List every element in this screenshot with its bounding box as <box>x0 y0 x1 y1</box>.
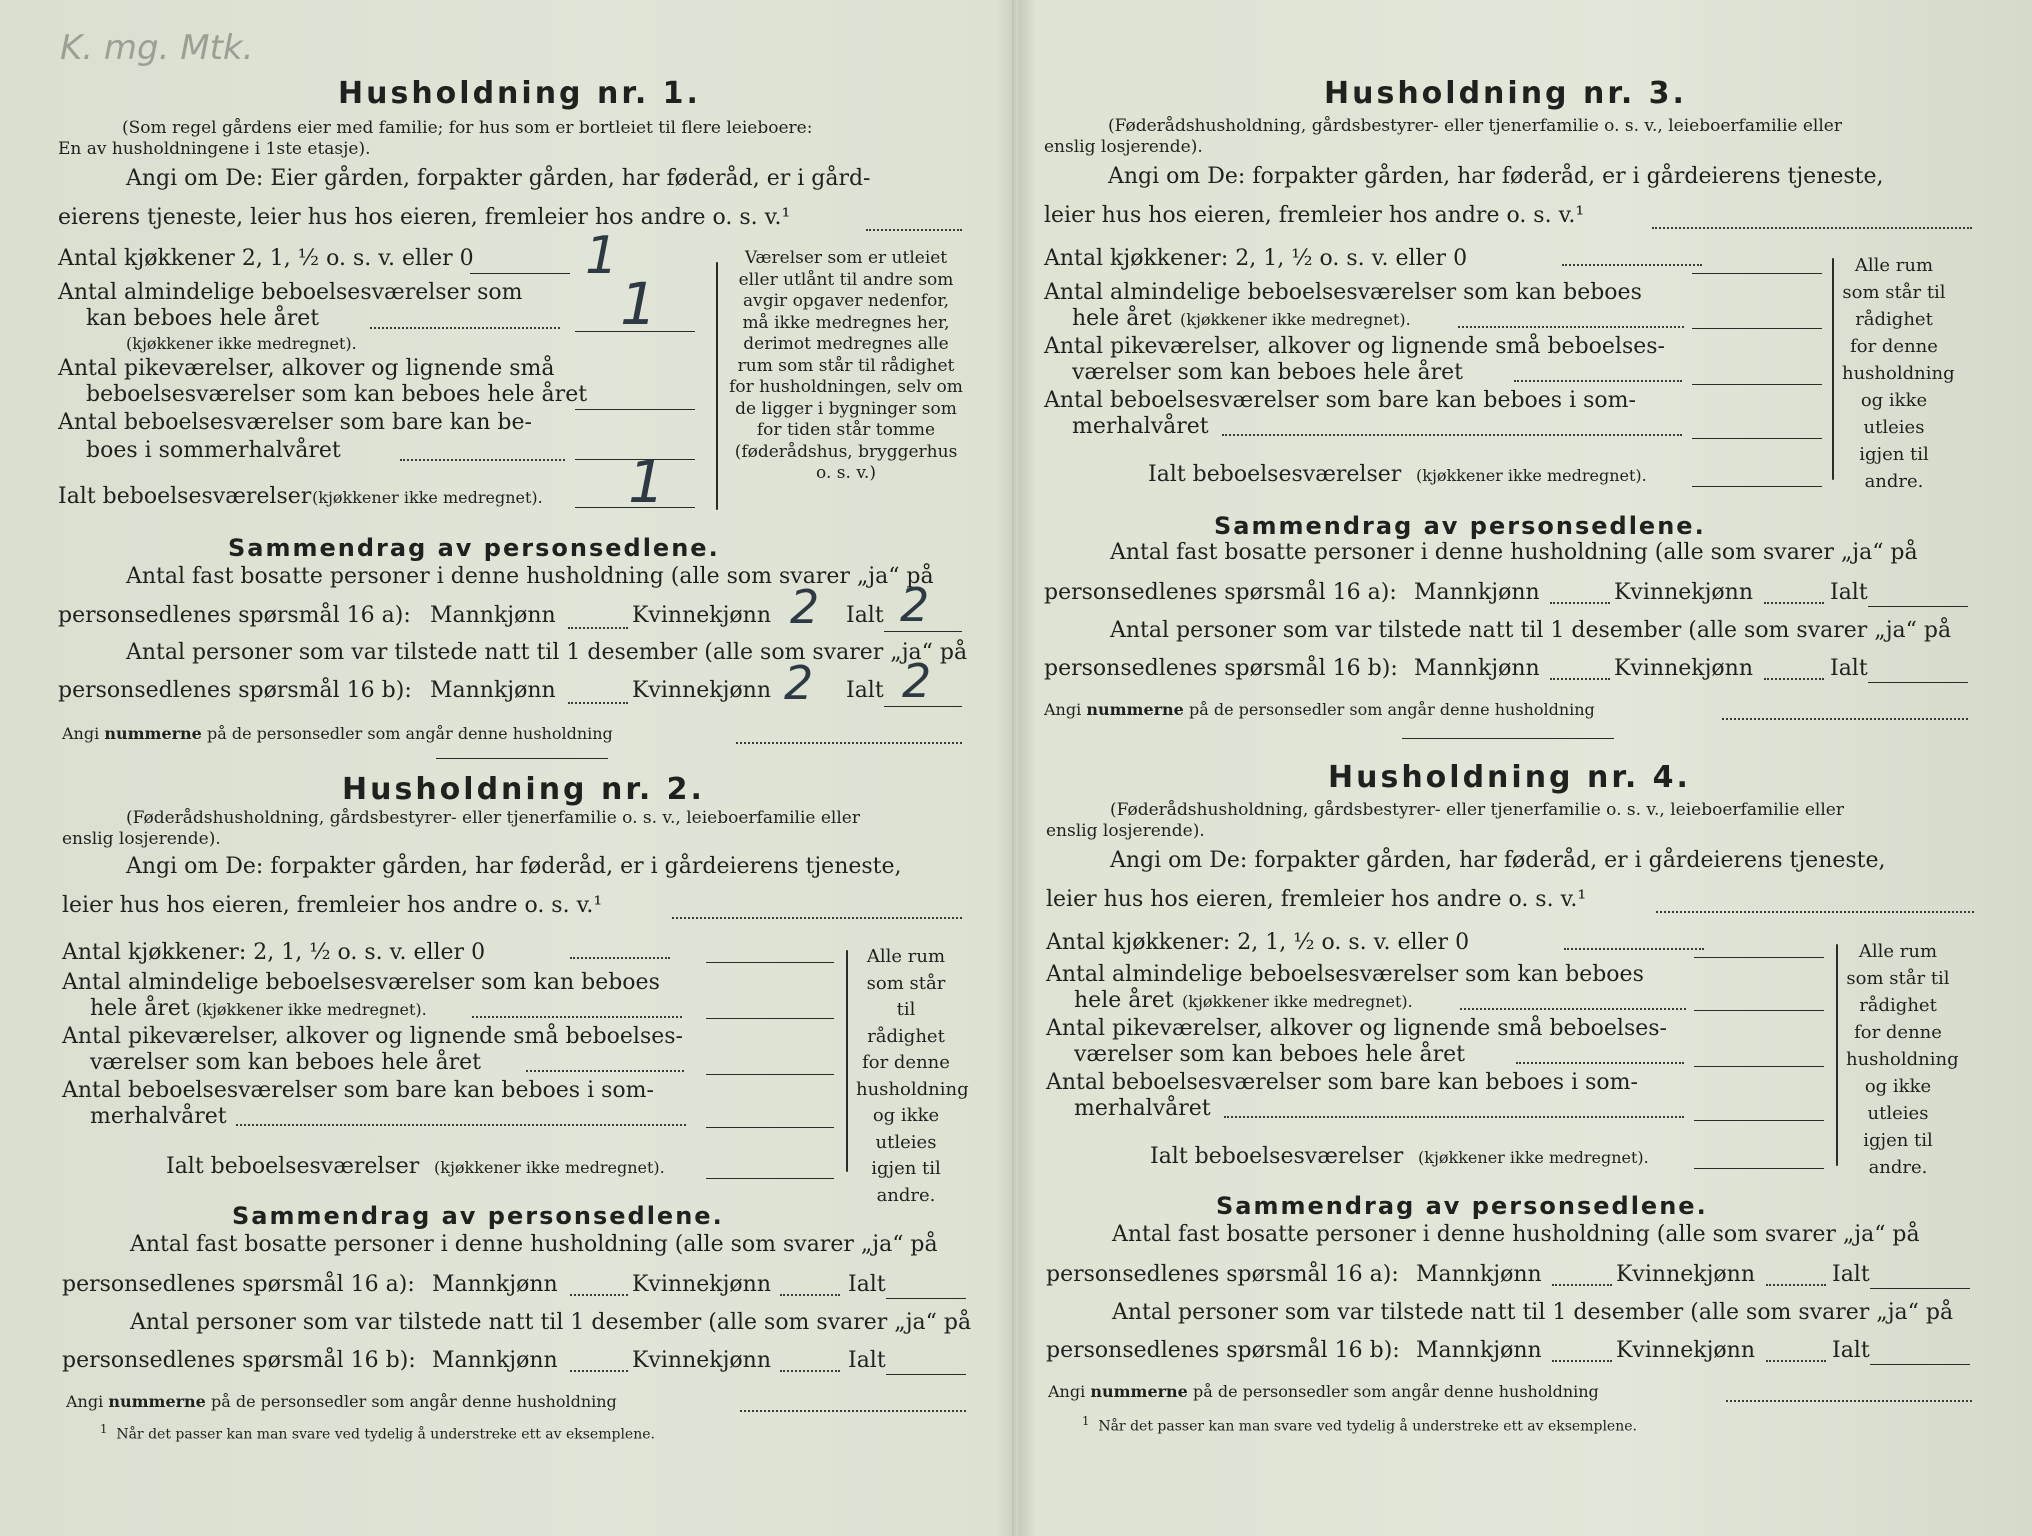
household-4-a-male-line[interactable] <box>1552 1284 1612 1286</box>
section-divider-1 <box>436 758 608 759</box>
household-3-ordinary-label-2: hele året <box>1072 306 1172 331</box>
household-4-summer-line[interactable] <box>1694 1120 1824 1121</box>
household-4-summary-b-line1: Antal personer som var tilstede natt til 1 desember (alle som svarer „ja“ på <box>1112 1300 1954 1325</box>
household-2-kitchens-label: Antal kjøkkener: 2, 1, ½ o. s. v. eller 0 <box>62 940 486 965</box>
household-4-ordinary-label-1: Antal almindelige beboelsesværelser som kan beboes <box>1046 962 1644 987</box>
household-1-total-value: 1 <box>628 448 665 516</box>
household-2-note-line1: (Føderådshusholdning, gårdsbestyrer- eller tjenerfamilie o. s. v., leieboerfamilie eller <box>126 808 860 828</box>
household-4-total-line[interactable] <box>1694 1168 1824 1169</box>
household-1-summary-b-line1: Antal personer som var tilstede natt til 1 desember (alle som svarer „ja“ på <box>126 640 968 665</box>
household-1-summary-a-line1: Antal fast bosatte personer i denne husholdning (alle som svarer „ja“ på <box>126 564 934 589</box>
household-1-a-total-value: 2 <box>900 578 930 632</box>
household-4-note-line2: enslig losjerende). <box>1046 821 1205 841</box>
household-3-b-female-label: Kvinnekjønn <box>1614 656 1753 681</box>
household-1-total-label: Ialt beboelsesværelser <box>58 484 312 509</box>
household-4-summary-a-line2: personsedlenes spørsmål 16 a): <box>1046 1262 1399 1287</box>
household-1-title: Husholdning nr. 1. <box>338 76 701 111</box>
household-2-kitchens-dots <box>570 957 670 959</box>
household-3-b-female-line[interactable] <box>1764 678 1824 680</box>
household-1-b-female-label: Kvinnekjønn <box>632 678 771 703</box>
household-4-title: Husholdning nr. 4. <box>1328 760 1691 795</box>
household-3-summer-dots <box>1222 434 1682 436</box>
household-4-b-male-line[interactable] <box>1552 1360 1612 1362</box>
household-4-b-female-label: Kvinnekjønn <box>1616 1338 1755 1363</box>
household-4-ordinary-label-3: (kjøkkener ikke medregnet). <box>1182 992 1413 1011</box>
household-3-numbers-label: Angi nummerne på de personsedler som angår denne husholdning <box>1044 700 1595 719</box>
household-4-maid-dots <box>1516 1062 1684 1064</box>
household-2-ordinary-label-2: hele året <box>90 996 190 1021</box>
household-2-summary-title: Sammendrag av personsedlene. <box>232 1202 724 1230</box>
household-3-a-total-line[interactable] <box>1868 606 1968 607</box>
household-4-ordinary-line[interactable] <box>1694 1010 1824 1011</box>
household-2-ordinary-dots <box>472 1016 682 1018</box>
household-1-note-line2: En av husholdningene i 1ste etasje). <box>58 139 371 159</box>
household-1-a-female-label: Kvinnekjønn <box>632 603 771 628</box>
household-4-b-total-label: Ialt <box>1832 1338 1870 1363</box>
household-2-ordinary-label-1: Antal almindelige beboelsesværelser som kan beboes <box>62 970 660 995</box>
household-3-b-male-label: Mannkjønn <box>1414 656 1540 681</box>
household-1-maid-label-2: beboelsesværelser som kan beboes hele året <box>86 382 588 407</box>
household-2-a-female-label: Kvinnekjønn <box>632 1272 771 1297</box>
left-page <box>0 0 1010 1536</box>
household-2-maid-label-1: Antal pikeværelser, alkover og lignende små beboelses- <box>62 1024 683 1049</box>
household-3-summary-b-line2: personsedlenes spørsmål 16 b): <box>1044 656 1398 681</box>
household-2-summer-label-2: merhalvåret <box>90 1104 227 1129</box>
household-1-ordinary-label-1: Antal almindelige beboelsesværelser som <box>58 280 523 305</box>
household-2-a-male-label: Mannkjønn <box>432 1272 558 1297</box>
household-1-angi-line2: eierens tjeneste, leier hus hos eieren, fremleier hos andre o. s. v.¹ <box>58 205 791 230</box>
household-3-kitchens-label: Antal kjøkkener: 2, 1, ½ o. s. v. eller 0 <box>1044 246 1468 271</box>
household-2-total-label: Ialt beboelsesværelser <box>166 1154 420 1179</box>
household-2-maid-label-2: værelser som kan beboes hele året <box>90 1050 481 1075</box>
household-4-angi-line1: Angi om De: forpakter gården, har føderåd, er i gårdeierens tjeneste, <box>1110 848 1886 873</box>
household-2-b-total-line[interactable] <box>886 1374 966 1375</box>
household-1-brace <box>716 262 718 510</box>
household-2-brace <box>846 950 848 1172</box>
household-1-b-total-value: 2 <box>902 654 932 708</box>
household-4-total-label: Ialt beboelsesværelser <box>1150 1144 1404 1169</box>
household-3-kitchens-line[interactable] <box>1692 273 1822 274</box>
household-3-angi-answer-line[interactable] <box>1652 227 1972 229</box>
household-4-summary-b-line2: personsedlenes spørsmål 16 b): <box>1046 1338 1400 1363</box>
household-3-b-male-line[interactable] <box>1550 678 1610 680</box>
household-2-numbers-label: Angi nummerne på de personsedler som angår denne husholdning <box>66 1392 617 1411</box>
household-4-summer-label-1: Antal beboelsesværelser som bare kan beboes i som- <box>1046 1070 1638 1095</box>
household-2-maid-dots <box>526 1070 684 1072</box>
household-1-summary-b-line2: personsedlenes spørsmål 16 b): <box>58 678 412 703</box>
household-4-b-total-line[interactable] <box>1870 1364 1970 1365</box>
household-1-ordinary-label-3: (kjøkkener ikke medregnet). <box>126 334 357 353</box>
household-3-brace <box>1832 258 1834 480</box>
household-4-a-male-label: Mannkjønn <box>1416 1262 1542 1287</box>
household-3-maid-label-1: Antal pikeværelser, alkover og lignende små beboelses- <box>1044 334 1665 359</box>
household-3-a-female-label: Kvinnekjønn <box>1614 580 1753 605</box>
household-3-note-line2: enslig losjerende). <box>1044 137 1203 157</box>
household-3-summer-line[interactable] <box>1692 438 1822 439</box>
household-4-kitchens-line[interactable] <box>1694 957 1824 958</box>
household-3-kitchens-dots <box>1562 264 1702 266</box>
household-3-ordinary-label-3: (kjøkkener ikke medregnet). <box>1180 310 1411 329</box>
household-1-maid-label-1: Antal pikeværelser, alkover og lignende små <box>58 356 555 381</box>
household-3-ordinary-dots <box>1458 326 1684 328</box>
household-1-b-male-line[interactable] <box>568 702 628 704</box>
page-fold <box>1012 0 1018 1536</box>
household-1-b-total-label: Ialt <box>846 678 884 703</box>
household-3-summary-a-line2: personsedlenes spørsmål 16 a): <box>1044 580 1397 605</box>
household-1-kitchens-line[interactable] <box>470 273 570 274</box>
household-2-ordinary-label-3: (kjøkkener ikke medregnet). <box>196 1000 427 1019</box>
household-2-total-line[interactable] <box>706 1178 834 1179</box>
household-2-summer-line[interactable] <box>706 1127 834 1128</box>
household-4-kitchens-dots <box>1564 948 1704 950</box>
household-3-total-line[interactable] <box>1692 486 1822 487</box>
household-4-maid-line[interactable] <box>1694 1066 1824 1067</box>
household-3-angi-line1: Angi om De: forpakter gården, har føderåd, er i gårdeierens tjeneste, <box>1108 164 1884 189</box>
household-2-ordinary-line[interactable] <box>706 1018 834 1019</box>
household-3-a-female-line[interactable] <box>1764 602 1824 604</box>
household-4-maid-label-1: Antal pikeværelser, alkover og lignende små beboelses- <box>1046 1016 1667 1041</box>
right-page <box>1022 0 2032 1536</box>
household-4-summer-label-2: merhalvåret <box>1074 1096 1211 1121</box>
household-4-a-female-label: Kvinnekjønn <box>1616 1262 1755 1287</box>
household-3-maid-label-2: værelser som kan beboes hele året <box>1072 360 1463 385</box>
household-1-a-female-value: 2 <box>790 580 820 634</box>
household-2-side-note: Alle rum som står til rådighet for denne husholdning og ikke utleies igjen til andre. <box>856 946 969 1206</box>
household-1-summer-label-1: Antal beboelsesværelser som bare kan be- <box>58 410 532 435</box>
household-2-a-male-line[interactable] <box>570 1294 628 1296</box>
household-1-ordinary-dots <box>370 327 560 329</box>
household-1-angi-line1: Angi om De: Eier gården, forpakter gården, har føderåd, er i gård- <box>126 166 871 191</box>
household-2-b-female-line[interactable] <box>780 1370 840 1372</box>
household-1-side-note: Værelser som er utleiet eller utlånt til andre som avgir opgaver nedenfor, må ikke medregnes her, derimot medregnes alle rum som står til rådighet for husholdningen, selv om de ligger i bygninger som for tiden står tomme (føderådshus, bryggerhus o. s. v.) <box>729 248 963 483</box>
section-divider-2 <box>1402 738 1614 739</box>
household-2-kitchens-line[interactable] <box>706 962 834 963</box>
household-4-a-female-line[interactable] <box>1766 1284 1826 1286</box>
household-3-summary-title: Sammendrag av personsedlene. <box>1214 512 1706 540</box>
household-3-a-male-label: Mannkjønn <box>1414 580 1540 605</box>
household-4-kitchens-label: Antal kjøkkener: 2, 1, ½ o. s. v. eller 0 <box>1046 930 1470 955</box>
household-1-summer-dots <box>400 459 565 461</box>
household-1-numbers-label: Angi nummerne på de personsedler som angår denne husholdning <box>62 724 613 743</box>
household-3-summary-b-line1: Antal personer som var tilstede natt til 1 desember (alle som svarer „ja“ på <box>1110 618 1952 643</box>
household-2-summary-a-line1: Antal fast bosatte personer i denne husholdning (alle som svarer „ja“ på <box>130 1232 938 1257</box>
household-1-a-total-label: Ialt <box>846 603 884 628</box>
household-2-summary-b-line1: Antal personer som var tilstede natt til 1 desember (alle som svarer „ja“ på <box>130 1310 972 1335</box>
household-4-brace <box>1836 944 1838 1166</box>
household-2-summer-label-1: Antal beboelsesværelser som bare kan beboes i som- <box>62 1078 654 1103</box>
household-3-note-line1: (Føderådshusholdning, gårdsbestyrer- eller tjenerfamilie o. s. v., leieboerfamilie eller <box>1108 116 1842 136</box>
household-4-maid-label-2: værelser som kan beboes hele året <box>1074 1042 1465 1067</box>
household-2-b-total-label: Ialt <box>848 1348 886 1373</box>
household-4-summary-a-line1: Antal fast bosatte personer i denne husholdning (alle som svarer „ja“ på <box>1112 1222 1920 1247</box>
household-1-numbers-line[interactable] <box>736 742 962 744</box>
household-1-kitchens-value: 1 <box>585 226 619 286</box>
household-3-title: Husholdning nr. 3. <box>1324 76 1687 111</box>
household-4-ordinary-label-2: hele året <box>1074 988 1174 1013</box>
household-2-maid-line[interactable] <box>706 1074 834 1075</box>
household-4-a-total-label: Ialt <box>1832 1262 1870 1287</box>
household-1-total-note: (kjøkkener ikke medregnet). <box>312 488 543 507</box>
household-1-a-male-label: Mannkjønn <box>430 603 556 628</box>
household-4-side-note: Alle rum som står til rådighet for denne husholdning og ikke utleies igjen til andre. <box>1846 941 1959 1178</box>
household-2-b-male-line[interactable] <box>570 1370 628 1372</box>
household-1-summary-a-line2: personsedlenes spørsmål 16 a): <box>58 603 411 628</box>
household-3-numbers-line[interactable] <box>1722 718 1968 720</box>
household-1-ordinary-label-2: kan beboes hele året <box>86 306 320 331</box>
household-4-angi-answer-line[interactable] <box>1656 911 1974 913</box>
household-4-b-female-line[interactable] <box>1766 1360 1826 1362</box>
household-1-ordinary-value: 1 <box>620 270 657 338</box>
household-2-numbers-line[interactable] <box>740 1410 966 1412</box>
household-1-note-line1: (Som regel gårdens eier med familie; for hus som er bortleiet til flere leieboere: <box>122 118 813 138</box>
household-3-total-label: Ialt beboelsesværelser <box>1148 462 1402 487</box>
household-3-summer-label-1: Antal beboelsesværelser som bare kan beboes i som- <box>1044 388 1636 413</box>
household-3-side-note: Alle rum som står til rådighet for denne husholdning og ikke utleies igjen til andre. <box>1842 255 1955 492</box>
household-3-summer-label-2: merhalvåret <box>1072 414 1209 439</box>
household-1-a-male-line[interactable] <box>568 627 628 629</box>
household-1-angi-answer-line[interactable] <box>866 229 962 231</box>
household-1-summer-label-2: boes i sommerhalvåret <box>86 438 341 463</box>
household-4-numbers-line[interactable] <box>1726 1400 1972 1402</box>
household-1-kitchens-label: Antal kjøkkener 2, 1, ½ o. s. v. eller 0 <box>58 246 474 271</box>
household-3-summary-a-line1: Antal fast bosatte personer i denne husholdning (alle som svarer „ja“ på <box>1110 540 1918 565</box>
household-4-b-male-label: Mannkjønn <box>1416 1338 1542 1363</box>
household-4-ordinary-dots <box>1460 1008 1686 1010</box>
household-2-angi-line2: leier hus hos eieren, fremleier hos andre o. s. v.¹ <box>62 893 603 918</box>
household-3-b-total-line[interactable] <box>1868 682 1968 683</box>
household-2-a-female-line[interactable] <box>780 1294 840 1296</box>
household-2-angi-line1: Angi om De: forpakter gården, har føderåd, er i gårdeierens tjeneste, <box>126 854 902 879</box>
household-1-b-female-value: 2 <box>784 656 814 710</box>
household-3-angi-line2: leier hus hos eieren, fremleier hos andre o. s. v.¹ <box>1044 203 1585 228</box>
pencil-annotation: K. mg. Mtk. <box>60 28 254 68</box>
household-2-a-total-label: Ialt <box>848 1272 886 1297</box>
household-2-b-male-label: Mannkjønn <box>432 1348 558 1373</box>
household-4-angi-line2: leier hus hos eieren, fremleier hos andre o. s. v.¹ <box>1046 887 1587 912</box>
household-2-angi-answer-line[interactable] <box>672 917 962 919</box>
household-3-maid-dots <box>1514 380 1682 382</box>
footnote-left: $^1$ Når det passer kan man svare ved tydelig å understreke ett av eksemplene. <box>100 1422 655 1443</box>
household-2-b-female-label: Kvinnekjønn <box>632 1348 771 1373</box>
household-2-title: Husholdning nr. 2. <box>342 772 705 807</box>
household-4-note-line1: (Føderådshusholdning, gårdsbestyrer- eller tjenerfamilie o. s. v., leieboerfamilie eller <box>1110 800 1844 820</box>
household-1-b-male-label: Mannkjønn <box>430 678 556 703</box>
household-4-a-total-line[interactable] <box>1870 1288 1970 1289</box>
household-2-total-note: (kjøkkener ikke medregnet). <box>434 1158 665 1177</box>
household-4-numbers-label: Angi nummerne på de personsedler som angår denne husholdning <box>1048 1382 1599 1401</box>
household-3-ordinary-label-1: Antal almindelige beboelsesværelser som kan beboes <box>1044 280 1642 305</box>
household-3-a-total-label: Ialt <box>1830 580 1868 605</box>
household-3-a-male-line[interactable] <box>1550 602 1610 604</box>
household-3-maid-line[interactable] <box>1692 384 1822 385</box>
household-2-note-line2: enslig losjerende). <box>62 829 221 849</box>
household-3-b-total-label: Ialt <box>1830 656 1868 681</box>
footnote-right: $^1$ Når det passer kan man svare ved tydelig å understreke ett av eksemplene. <box>1082 1414 1637 1435</box>
household-2-summary-b-line2: personsedlenes spørsmål 16 b): <box>62 1348 416 1373</box>
household-3-total-note: (kjøkkener ikke medregnet). <box>1416 466 1647 485</box>
household-2-summary-a-line2: personsedlenes spørsmål 16 a): <box>62 1272 415 1297</box>
household-2-summer-dots <box>236 1124 686 1126</box>
household-3-ordinary-line[interactable] <box>1692 328 1822 329</box>
household-1-maid-line[interactable] <box>575 409 695 410</box>
household-1-summary-title: Sammendrag av personsedlene. <box>228 534 720 562</box>
household-2-a-total-line[interactable] <box>886 1298 966 1299</box>
household-4-summary-title: Sammendrag av personsedlene. <box>1216 1192 1708 1220</box>
household-4-total-note: (kjøkkener ikke medregnet). <box>1418 1148 1649 1167</box>
household-4-summer-dots <box>1224 1116 1684 1118</box>
